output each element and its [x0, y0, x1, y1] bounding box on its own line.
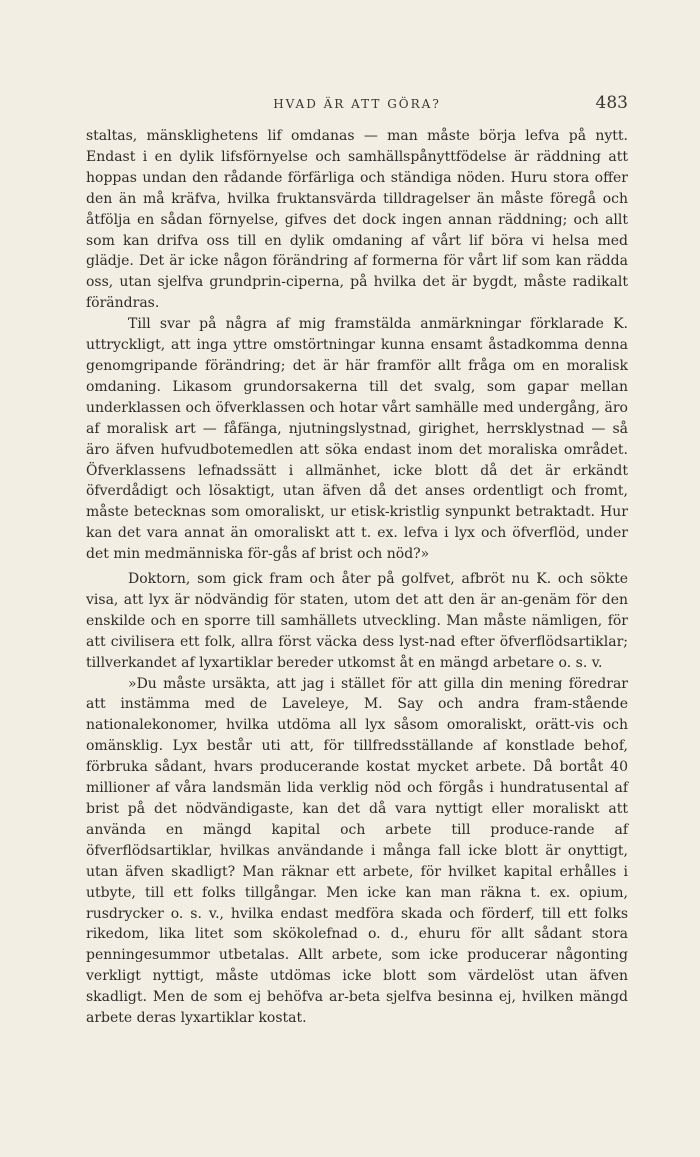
paragraph: Doktorn, som gick fram och åter på golfvet, afbröt nu K. och sökte visa, att lyx är nödvändig för staten, utom det att den är an-genäm för den enskilde och en sporre till samhällets utveckling. Man måste nämligen, för att civilisera ett folk, allra först väcka dess lyst-nad efter öfverflödsartiklar; tillverkandet af lyxartiklar bereder utkomst åt en mängd arbetare o. s. v.: [86, 571, 628, 671]
page-header: [86, 93, 628, 117]
paragraph: Till svar på några af mig framstälda anmärkningar förklarade K. uttryckligt, att inga yttre omstörtningar kunna ensamt åstadkomma denna genomgripande förändring; det är här framför allt fråga om en moralisk omdaning. Likasom grundorsakerna till det svalg, som gapar mellan underklassen och öfverklassen och hotar vårt samhälle med undergång, äro af moralisk art — fåfänga, njutningslystnad, girighet, herrsklystnad — så äro äfven hufvudbotemedlen att söka endast inom det moraliska området. Öfverklassens lefnadssätt i allmänhet, icke blott då det är erkändt öfverdådigt och lösaktigt, utan äfven då det anses ordentligt och fromt, måste betecknas som omoraliskt, ur etisk-kristlig synpunkt betraktadt. Hur kan det vara annat än omoraliskt att t. ex. lefva i lyx och öfverflöd, under det min medmänniska för-gås af brist och nöd?»: [86, 316, 628, 563]
body-text: [86, 126, 628, 1029]
page-number: 483: [595, 93, 628, 113]
paragraph-continuation: staltas, mänsklighetens lif omdanas — man måste börja lefva på nytt. Endast i en dylik lifsförnyelse och samhällspånyttfödelse är räddning att hoppas undan den rådande förfärliga och ständiga nöden. Huru stora offer den än må kräfva, hvilka fruktansvärda tilldragelser än måste föregå och åtfölja en sådan förnyelse, gifves det dock ingen annan räddning; och allt som kan drifva oss till en dylik omdaning af vårt lif böra vi helsa med glädje. Det är icke någon förändring af formerna för vårt lif som kan rädda oss, utan sjelfva grundprin-ciperna, på hvilka det är bygdt, måste radikalt förändras.: [86, 128, 628, 312]
paragraph: »Du måste ursäkta, att jag i stället för att gilla din mening föredrar att instämma med de Laveleye, M. Say och andra fram-stående nationalekonomer, hvilka utdöma all lyx såsom omoraliskt, orätt-vis och omänsklig. Lyx består uti att, för tillfredsställande af konstlade behof, förbruka sådant, hvars producerande kostat mycket arbete. Då bortåt 40 millioner af våra landsmän lida verklig nöd och förgås i hundratusental af brist på det nödvändigaste, kan det då vara nyttigt eller moraliskt att använda en mängd kapital och arbete till produce-rande af öfverflödsartiklar, hvilkas användande i många fall icke blott är onyttigt, utan äfven skadligt? Man räknar ett arbete, för hvilket kapital erhålles i utbyte, till ett folks tillgångar. Men icke kan man räkna t. ex. opium, rusdrycker o. s. v., hvilka endast medföra skada och förderf, till ett folks rikedom, lika litet som skökolefnad o. d., ehuru för allt sådant stora penningesummor utbetalas. Allt arbete, som icke producerar någonting verkligt nyttigt, måste utdömas icke blott som värdelöst utan äfven skadligt. Men de som ej behöfva ar-beta sjelfva besinna ej, hvilken mängd arbete deras lyxartiklar kostat.: [86, 675, 628, 1027]
running-title: HVAD ÄR ATT GÖRA?: [273, 97, 441, 111]
